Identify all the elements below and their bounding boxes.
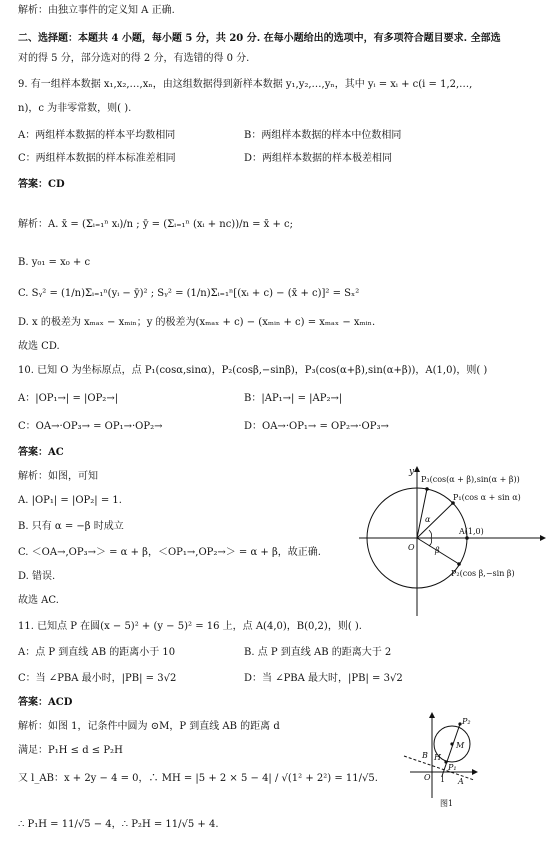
q11-figure-1 xyxy=(400,712,530,812)
q11-stem: 11. 已知点 P 在圆(x − 5)² + (y − 5)² = 16 上，点 A(4,0)，B(0,2)，则( ). xyxy=(18,621,362,632)
ray-op3 xyxy=(417,489,427,538)
y-axis-arrow xyxy=(414,466,420,472)
q10-solution-intro: 解析：如图，可知 xyxy=(18,471,98,482)
label-b: B xyxy=(422,751,428,760)
q10-solution-c: C. ＜OA→,OP₃→＞ = α + β，＜OP₁→,OP₂→＞ = α + β，故正确. xyxy=(18,547,321,558)
q9-answer: 答案：CD xyxy=(18,179,65,190)
q9-solution-a: 解析：A. x̄ = (Σᵢ₌₁ⁿ xᵢ)/n ; ȳ = (Σᵢ₌₁ⁿ (xᵢ + nc))/n = x̄ + c; xyxy=(18,219,294,230)
q9-solution-b: B. y₀₁ = x₀ + c xyxy=(18,257,91,268)
q9-solution-d: D. x 的极差为 xₘₐₓ − xₘᵢₙ；y 的极差为(xₘₐₓ + c) − (xₘᵢₙ + c) = xₘₐₓ − xₘᵢₙ. xyxy=(18,317,376,328)
section-heading-multi-choice: 二、选择题：本题共 4 小题，每小题 5 分，共 20 分. 在每小题给出的选项中，有多项符合题目要求. 全部选 xyxy=(18,33,501,44)
label-beta: β xyxy=(435,546,440,555)
q10-option-a: A：|OP₁→| = |OP₂→| xyxy=(18,393,119,404)
q9-conclusion: 故选 CD. xyxy=(18,341,60,352)
point-m xyxy=(450,742,453,745)
q9-option-d: D：两组样本数据的样本极差相同 xyxy=(244,153,393,164)
q9-stem: 9. 有一组样本数据 x₁,x₂,…,xₙ，由这组数据得到新样本数据 y₁,y₂,…,yₙ，其中 yᵢ = xᵢ + c(i = 1,2,…, xyxy=(18,79,473,90)
label-p3: P₃(cos(α + β),sin(α + β)) xyxy=(421,475,520,484)
q10-option-c: C：OA→·OP₃→ = OP₁→·OP₂→ xyxy=(18,421,163,432)
q10-option-b: B：|AP₁→| = |AP₂→| xyxy=(244,393,343,404)
q10-solution-a: A. |OP₁| = |OP₂| = 1. xyxy=(18,495,122,506)
x-axis-arrow xyxy=(540,535,546,541)
q10-answer: 答案：AC xyxy=(18,447,64,458)
q9-option-b: B：两组样本数据的样本中位数相同 xyxy=(244,130,402,141)
q11-solution-result: ∴ P₁H = 11/√5 − 4，∴ P₂H = 11/√5 + 4. xyxy=(18,819,219,830)
q11-solution-intro: 解析：如图 1，记条件中圆为 ⊙M，P 到直线 AB 的距离 d xyxy=(18,721,280,732)
label-o: O xyxy=(424,773,431,782)
q10-option-d: D：OA→·OP₁→ = OP₂→·OP₃→ xyxy=(244,421,389,432)
q11-option-b: B. 点 P 到直线 AB 的距离大于 2 xyxy=(244,647,392,658)
q11-option-a: A：点 P 到直线 AB 的距离小于 10 xyxy=(18,647,176,658)
section-scoring-rule: 对的得 5 分，部分选对的得 2 分，有选错的得 0 分. xyxy=(18,53,250,64)
label-one: 1 xyxy=(440,775,446,784)
q11-answer: 答案：ACD xyxy=(18,697,73,708)
label-alpha: α xyxy=(425,515,431,524)
label-p2: P₂ xyxy=(462,717,471,726)
q9-option-a: A：两组样本数据的样本平均数相同 xyxy=(18,130,176,141)
figure-caption: 图1 xyxy=(440,799,454,808)
y-axis-arrow xyxy=(429,712,435,718)
q11-solution-distance: 又 l_AB：x + 2y − 4 = 0，∴ MH = |5 + 2 × 5 − 4| / √(1² + 2²) = 11/√5. xyxy=(18,773,378,784)
label-m: M xyxy=(456,741,465,750)
q10-solution-d: D. 错误. xyxy=(18,571,56,582)
point-a xyxy=(465,536,469,540)
label-p1: P₁(cos α + sin α) xyxy=(453,493,521,502)
point-p3 xyxy=(425,487,429,491)
q11-option-d: D：当 ∠PBA 最大时，|PB| = 3√2 xyxy=(244,673,403,684)
ray-op1 xyxy=(417,503,453,538)
q8-solution: 解析：由独立事件的定义知 A 正确. xyxy=(18,5,175,16)
label-a: A(1,0) xyxy=(459,527,484,536)
label-o: O xyxy=(408,543,415,552)
label-p2: P₂(cos β,−sin β) xyxy=(451,569,515,578)
label-a: A xyxy=(458,777,464,786)
q10-conclusion: 故选 AC. xyxy=(18,595,59,606)
q11-option-c: C：当 ∠PBA 最小时，|PB| = 3√2 xyxy=(18,673,177,684)
point-p2 xyxy=(457,562,461,566)
label-p1: P₁ xyxy=(448,763,457,772)
angle-beta-arc xyxy=(429,538,432,546)
angle-alpha-arc xyxy=(429,530,432,538)
q10-stem: 10. 已知 O 为坐标原点，点 P₁(cosα,sinα)，P₂(cosβ,−sinβ)，P₃(cos(α+β),sin(α+β))，A(1,0)，则( ) xyxy=(18,365,488,376)
q10-solution-b: B. 只有 α = −β 时成立 xyxy=(18,521,124,532)
label-y: y xyxy=(409,467,415,477)
q10-unit-circle-figure xyxy=(355,460,547,620)
q9-stem-continued: n)，c 为非零常数，则( ). xyxy=(18,103,132,114)
x-axis-arrow xyxy=(472,769,478,775)
q9-option-c: C：两组样本数据的样本标准差相同 xyxy=(18,153,176,164)
q11-solution-range: 满足：P₁H ≤ d ≤ P₂H xyxy=(18,745,123,756)
label-h: H xyxy=(434,753,441,762)
q9-solution-c: C. Sᵧ² = (1/n)Σᵢ₌₁ⁿ(yᵢ − ȳ)² ; Sᵧ² = (1/n)Σᵢ₌₁ⁿ[(xᵢ + c) − (x̄ + c)]² = Sₓ² xyxy=(18,288,360,299)
